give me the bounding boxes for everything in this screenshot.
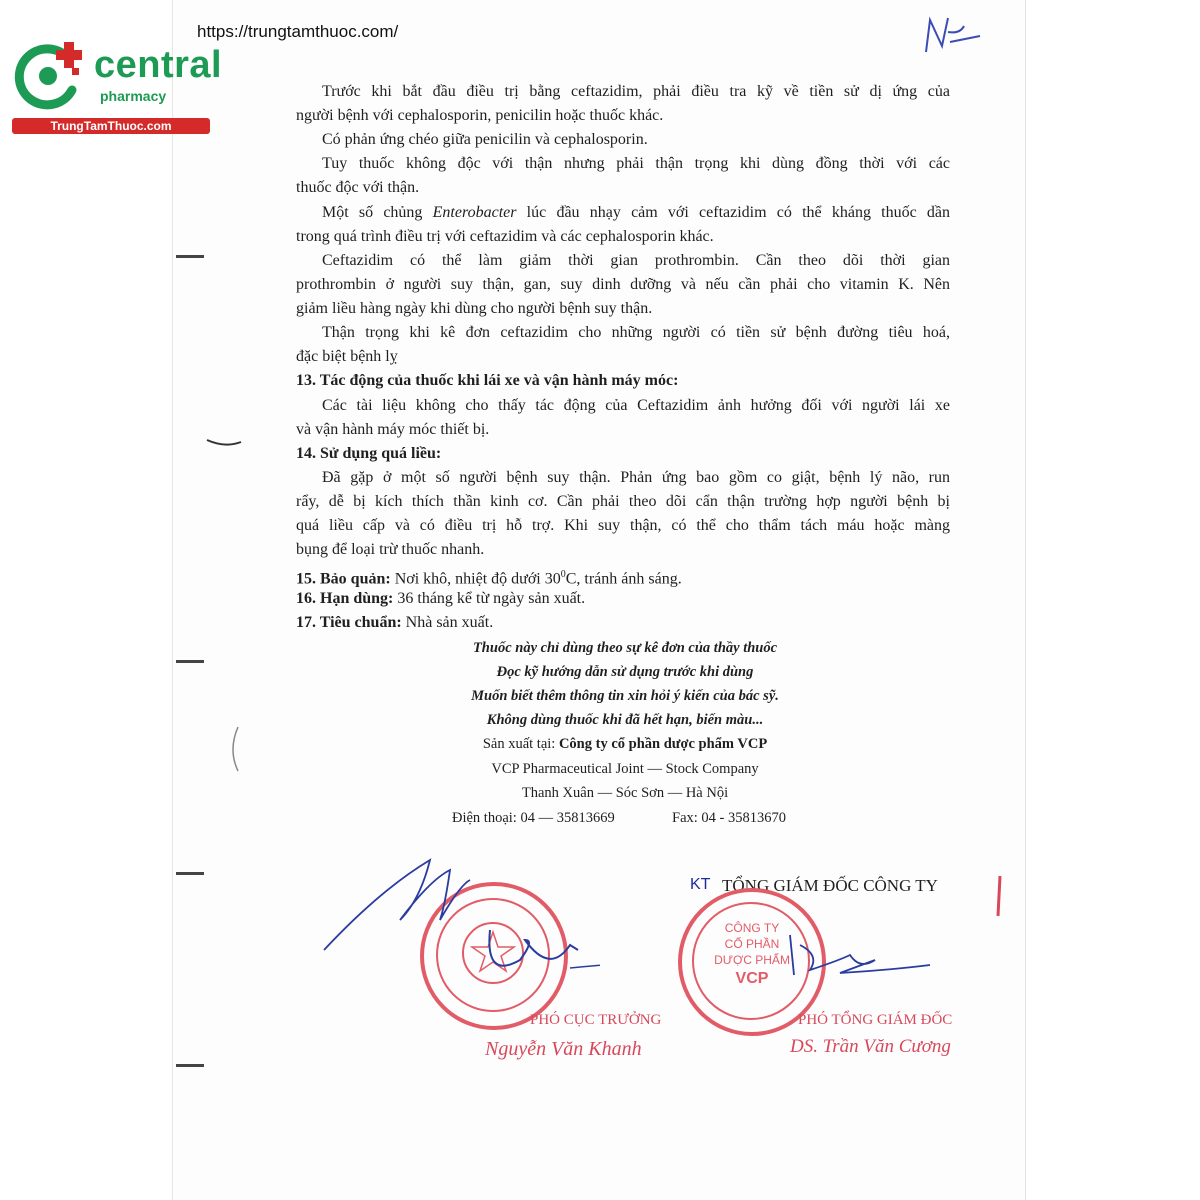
paragraph-prothrombin-line2: prothrombin ở người suy thận, gan, suy dinh dưỡng và nếu cần phải cho vitamin K. Nên — [296, 276, 950, 293]
section-16-expiry — [296, 587, 950, 611]
text-run: Nhà sản xuất. — [401, 614, 494, 631]
paragraph-caution-line2: đặc biệt bệnh lỵ — [296, 348, 398, 365]
source-url[interactable]: https://trungtamthuoc.com/ — [197, 22, 399, 41]
left-signature-scribble — [320, 850, 600, 980]
manufacturer-name: Công ty cổ phần dược phẩm VCP — [558, 736, 768, 752]
notice-line: Đọc kỹ hướng dẫn sử dụng trước khi dùng — [496, 664, 754, 680]
binding-hole-mark — [210, 725, 245, 775]
stamp-line: CỔ PHẦN — [724, 937, 780, 951]
paragraph-enterobacter-line1 — [296, 201, 950, 225]
section-14-line2: rẩy, dễ bị kích thích thần kinh cơ. Cần phải theo dõi cẩn thận trường hợp người bệnh bị — [296, 493, 950, 510]
kt-handwritten-mark: KT — [690, 876, 711, 893]
notice-line: Không dùng thuốc khi đã hết hạn, biến màu... — [486, 712, 764, 728]
handwritten-initial-mark — [920, 12, 990, 62]
punch-mark — [176, 872, 204, 875]
manufacturer-english: VCP Pharmaceutical Joint — Stock Company — [491, 761, 759, 777]
notice-line: Muốn biết thêm thông tin xin hỏi ý kiến của bác sỹ. — [471, 688, 779, 704]
manufacturer-fax: Fax: 04 - 35813670 — [672, 810, 786, 826]
notice-line: Thuốc này chỉ dùng theo sự kê đơn của thầy thuốc — [472, 640, 778, 656]
manufacturer-address: Thanh Xuân — Sóc Sơn — Hà Nội — [521, 785, 729, 801]
text-run: C, tránh ánh sáng. — [565, 570, 682, 588]
central-pharmacy-logo[interactable] — [10, 38, 223, 138]
left-signatory-title: PHÓ CỤC TRƯỞNG — [530, 1012, 662, 1028]
paragraph-prothrombin-line3: giảm liều hàng ngày khi dùng cho người bệnh suy thận. — [296, 300, 653, 317]
paragraph-cross-reaction: Có phản ứng chéo giữa penicilin và cephalosporin. — [322, 131, 648, 148]
paragraph-allergy-line1: Trước khi bắt đầu điều trị bằng ceftazidim, phải điều tra kỹ về tiền sử dị ứng của — [322, 83, 950, 100]
text-run: 36 tháng kể từ ngày sản xuất. — [393, 590, 586, 607]
punch-mark — [176, 660, 204, 663]
section-14-line1: Đã gặp ở một số người bệnh suy thận. Phản ứng bao gồm co giật, bệnh lý não, run — [322, 469, 950, 486]
section-14-line4: bụng để loại trừ thuốc nhanh. — [296, 541, 485, 558]
logo-wordmark: central — [94, 44, 223, 86]
section-15-label: 15. Bảo quản: — [296, 570, 391, 588]
organism-name: Enterobacter — [432, 204, 517, 221]
manufacturer-line — [330, 732, 920, 756]
paragraph-kidney-line2: thuốc độc với thận. — [296, 179, 420, 196]
degree-superscript: 0 — [560, 569, 566, 580]
logo-subtitle: pharmacy — [100, 88, 167, 104]
logo-site-banner: TrungTamThuoc.com — [12, 118, 210, 134]
section-17-label: 17. Tiêu chuẩn: — [296, 614, 402, 631]
manufacturer-label: Sản xuất tại: — [482, 736, 559, 752]
paragraph-allergy-line2: người bệnh với cephalosporin, penicilin hoặc thuốc khác. — [296, 107, 664, 124]
text-run: Một số chủng — [322, 204, 433, 221]
paragraph-prothrombin-line1: Ceftazidim có thể làm giảm thời gian prothrombin. Cần theo dõi thời gian — [322, 252, 950, 269]
text-run: lúc đầu nhạy cảm với ceftazidim có thể kháng thuốc dần — [516, 204, 951, 221]
section-14-line3: quá liều cấp và có điều trị hỗ trợ. Khi suy thận, có thể cho thẩm tách máu hoặc màng — [296, 517, 950, 534]
paragraph-caution-line1: Thận trọng khi kê đơn ceftazidim cho những người có tiền sử bệnh đường tiêu hoá, — [322, 324, 950, 341]
left-signatory-name: Nguyễn Văn Khanh — [485, 1038, 642, 1060]
punch-mark — [176, 1064, 204, 1067]
section-13-line2: và vận hành máy móc thiết bị. — [296, 421, 490, 438]
pharmacy-cross-logo-icon — [10, 38, 92, 116]
right-signature-scribble — [780, 925, 960, 985]
section-13-heading: 13. Tác động của thuốc khi lái xe và vận hành máy móc: — [296, 372, 679, 389]
section-17-standard — [296, 611, 950, 635]
text-run: Nơi khô, nhiệt độ dưới 30 — [390, 570, 561, 588]
right-signatory-title: PHÓ TỔNG GIÁM ĐỐC — [798, 1012, 953, 1028]
section-16-label: 16. Hạn dùng: — [296, 590, 394, 607]
stamp-line: CÔNG TY — [724, 921, 780, 935]
edge-mark — [990, 872, 1010, 922]
right-signatory-name: DS. Trần Văn Cương — [790, 1036, 951, 1057]
stamp-vcp: VCP — [735, 970, 769, 987]
section-14-heading: 14. Sử dụng quá liều: — [296, 445, 442, 462]
punch-mark — [176, 255, 204, 258]
paragraph-kidney-line1: Tuy thuốc không độc với thận nhưng phải thận trọng khi dùng đồng thời với các — [322, 155, 950, 172]
manufacturer-phone: Điện thoại: 04 — 35813669 — [452, 810, 615, 826]
section-13-line1: Các tài liệu không cho thấy tác động của Ceftazidim ảnh hưởng đối với người lái xe — [322, 397, 950, 414]
paragraph-enterobacter-line2: trong quá trình điều trị với ceftazidim và các cephalosporin khác. — [296, 228, 714, 245]
ceo-title: TỔNG GIÁM ĐỐC CÔNG TY — [722, 876, 938, 895]
stamp-line: DƯỢC PHẨM — [714, 953, 790, 967]
binding-hole-mark — [205, 430, 245, 450]
